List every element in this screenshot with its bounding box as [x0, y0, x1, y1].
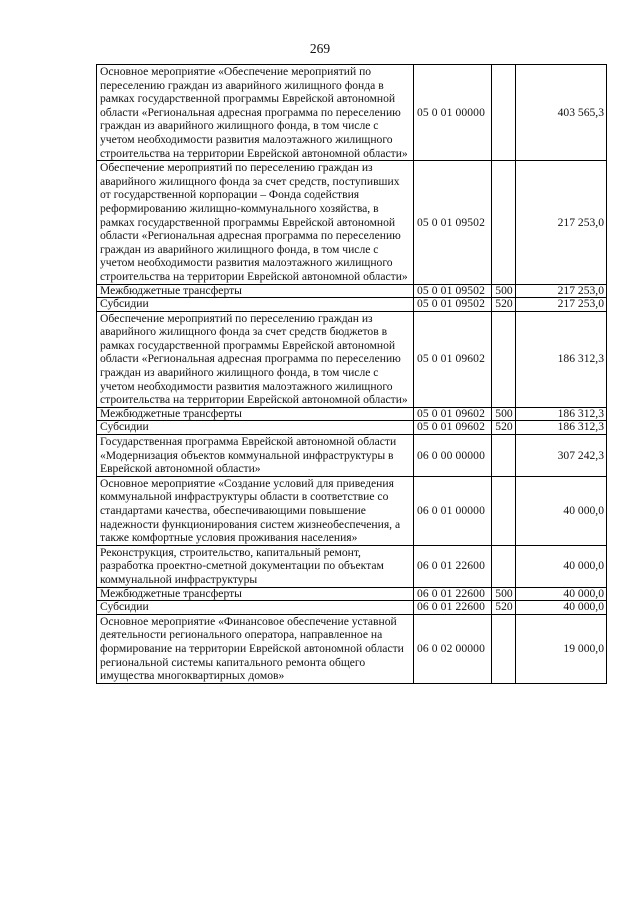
row-sum: 217 253,0: [516, 161, 607, 284]
row-name: Основное мероприятие «Создание условий для приведения коммунальной инфраструктуры области в соответствие со стандартами качества, обеспечивающими повышение надежности функционирования систем жизнеобеспечения, а также комфортные условия проживания населения»: [97, 476, 414, 545]
table-row: [97, 161, 607, 284]
row-name: Обеспечение мероприятий по переселению граждан из аварийного жилищного фонда за счет средств бюджетов в рамках государственной программы Еврейской автономной области «Региональная адресная программа по переселению граждан из аварийного жилищного фонда, в том числе с учетом необходимости развития малоэтажного жилищного строительства на территории Еврейской автономной области»: [97, 311, 414, 407]
row-expense-type: 500: [492, 587, 516, 601]
row-code: 06 0 01 00000: [414, 476, 492, 545]
row-sum: 217 253,0: [516, 284, 607, 298]
row-expense-type: [492, 311, 516, 407]
page-number: 269: [309, 41, 331, 56]
table-row: [97, 407, 607, 421]
budget-table: [96, 64, 607, 684]
row-sum: 307 242,3: [516, 435, 607, 477]
row-name: Государственная программа Еврейской автономной области «Модернизация объектов коммунальной инфраструктуры в Еврейской автономной области»: [97, 435, 414, 477]
row-name: Субсидии: [97, 298, 414, 312]
row-name: Межбюджетные трансферты: [97, 407, 414, 421]
row-code: 06 0 01 22600: [414, 545, 492, 587]
row-code: 05 0 01 09502: [414, 298, 492, 312]
row-name: Обеспечение мероприятий по переселению граждан из аварийного жилищного фонда за счет средств, поступивших от государственной корпорации – Фонда содействия реформированию жилищно-коммунального хозяйства, в рамках государственной программы Еврейской автономной области «Региональная адресная программа по переселению граждан из аварийного жилищного фонда, в том числе с учетом необходимости развития малоэтажного жилищного строительства на территории Еврейской автономной области»: [97, 161, 414, 284]
table-row: [97, 421, 607, 435]
row-code: 05 0 01 09502: [414, 284, 492, 298]
row-code: 06 0 01 22600: [414, 601, 492, 615]
row-expense-type: 520: [492, 298, 516, 312]
row-name: Реконструкция, строительство, капитальный ремонт, разработка проектно-сметной документации по объектам коммунальной инфраструктуры: [97, 545, 414, 587]
row-code: 05 0 01 00000: [414, 65, 492, 161]
table-row: [97, 298, 607, 312]
row-code: 06 0 02 00000: [414, 614, 492, 683]
row-expense-type: [492, 545, 516, 587]
row-code: 05 0 01 09602: [414, 311, 492, 407]
row-sum: 19 000,0: [516, 614, 607, 683]
row-sum: 40 000,0: [516, 545, 607, 587]
row-expense-type: [492, 476, 516, 545]
row-name: Межбюджетные трансферты: [97, 284, 414, 298]
row-expense-type: [492, 161, 516, 284]
row-name: Субсидии: [97, 601, 414, 615]
row-sum: 40 000,0: [516, 476, 607, 545]
row-expense-type: 520: [492, 421, 516, 435]
row-sum: 186 312,3: [516, 311, 607, 407]
row-sum: 40 000,0: [516, 601, 607, 615]
row-code: 05 0 01 09502: [414, 161, 492, 284]
row-name: Основное мероприятие «Финансовое обеспечение уставной деятельности регионального оператора, направленное на формирование на территории Еврейской автономной области региональной системы капитального ремонта общего имущества многоквартирных домов»: [97, 614, 414, 683]
table-row: [97, 284, 607, 298]
row-name: Основное мероприятие «Обеспечение мероприятий по переселению граждан из аварийного жилищного фонда в рамках государственной программы Еврейской автономной области «Региональная адресная программа по переселению граждан из аварийного жилищного фонда, в том числе с учетом необходимости развития малоэтажного жилищного строительства на территории Еврейской автономной области»: [97, 65, 414, 161]
table-row: [97, 311, 607, 407]
row-name: Субсидии: [97, 421, 414, 435]
row-expense-type: 500: [492, 407, 516, 421]
table-row: [97, 614, 607, 683]
row-expense-type: [492, 435, 516, 477]
row-sum: 217 253,0: [516, 298, 607, 312]
row-sum: 403 565,3: [516, 65, 607, 161]
row-code: 06 0 00 00000: [414, 435, 492, 477]
table-row: [97, 601, 607, 615]
row-expense-type: 520: [492, 601, 516, 615]
row-expense-type: [492, 65, 516, 161]
row-code: 05 0 01 09602: [414, 421, 492, 435]
table-row: [97, 587, 607, 601]
table-row: [97, 476, 607, 545]
budget-table-body: [97, 65, 607, 684]
row-sum: 186 312,3: [516, 407, 607, 421]
row-name: Межбюджетные трансферты: [97, 587, 414, 601]
row-expense-type: 500: [492, 284, 516, 298]
row-sum: 40 000,0: [516, 587, 607, 601]
row-code: 06 0 01 22600: [414, 587, 492, 601]
row-code: 05 0 01 09602: [414, 407, 492, 421]
table-row: [97, 545, 607, 587]
table-row: [97, 435, 607, 477]
table-row: [97, 65, 607, 161]
row-sum: 186 312,3: [516, 421, 607, 435]
row-expense-type: [492, 614, 516, 683]
